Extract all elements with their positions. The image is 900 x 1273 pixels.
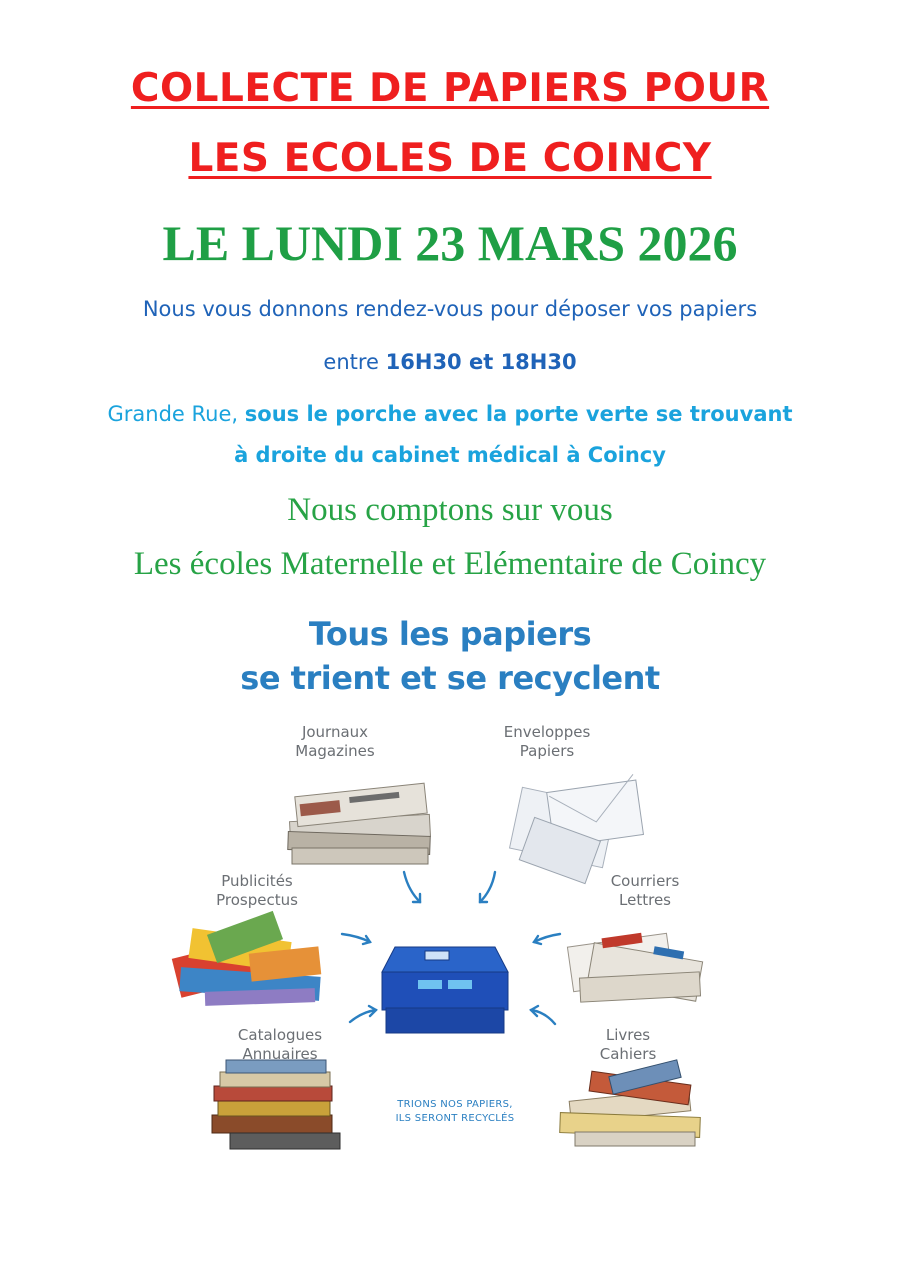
recycling-illustration	[150, 600, 750, 1178]
flyers-pile-image	[172, 911, 321, 1006]
rendezvous-text: Nous vous donnons rendez-vous pour déposer vos papiers	[142, 297, 758, 321]
arrow-up-right-icon	[350, 1010, 376, 1022]
illustration-title-line-1: Tous les papiers	[308, 615, 592, 653]
title-line-1: COLLECTE DE PAPIERS POUR	[130, 66, 770, 111]
letters-pile-image	[567, 933, 702, 1002]
label-livres-line2: Cahiers	[599, 1045, 657, 1063]
signature-text: Les écoles Maternelle et Elémentaire de Coincy	[133, 546, 767, 582]
label-journaux-line1: Journaux	[301, 723, 369, 741]
recycling-slogan	[375, 1098, 535, 1126]
place-prefix: Grande Rue,	[107, 402, 245, 426]
recycling-slogan-line1: TRIONS NOS PAPIERS,	[397, 1099, 513, 1110]
label-courriers-line1: Courriers	[610, 872, 680, 890]
label-enveloppes-line1: Enveloppes	[503, 723, 591, 741]
catalogues-pile-image	[212, 1060, 340, 1149]
books-pile-image	[560, 1060, 701, 1146]
label-enveloppes-line2: Papiers	[519, 742, 575, 760]
hours-text	[0, 350, 900, 374]
label-publicites	[187, 872, 327, 910]
label-journaux-line2: Magazines	[295, 742, 375, 760]
label-livres	[558, 1026, 698, 1064]
label-enveloppes	[477, 723, 617, 761]
label-catalogues	[210, 1026, 350, 1064]
recycling-bin-image	[382, 947, 508, 1033]
label-courriers-line2: Lettres	[619, 891, 671, 909]
closing-text: Nous comptons sur vous	[287, 492, 613, 528]
label-livres-line1: Livres	[605, 1026, 651, 1044]
label-publicites-line2: Prospectus	[216, 891, 298, 909]
place-text-line-2: à droite du cabinet médical à Coincy	[234, 443, 666, 467]
label-journaux	[265, 723, 405, 761]
label-courriers	[575, 872, 715, 910]
label-publicites-line1: Publicités	[221, 872, 293, 890]
newspapers-pile-image	[288, 783, 431, 864]
hours-prefix: entre	[323, 350, 386, 374]
hours-value: 16H30 et 18H30	[385, 350, 577, 374]
envelopes-pile-image	[510, 774, 644, 883]
recycling-slogan-line2: ILS SERONT RECYCLÉS	[395, 1113, 515, 1124]
title-line-2: LES ECOLES DE COINCY	[188, 136, 712, 181]
place-text-line-1	[0, 402, 900, 426]
event-date: LE LUNDI 23 MARS 2026	[162, 215, 738, 271]
label-catalogues-line1: Catalogues	[237, 1026, 323, 1044]
place-bold: sous le porche avec la porte verte se trouvant	[244, 402, 793, 426]
illustration-title-line-2: se trient et se recyclent	[240, 659, 660, 697]
label-catalogues-line2: Annuaires	[242, 1045, 318, 1063]
arrow-down-left-icon	[480, 872, 495, 902]
arrow-down-right-icon	[404, 872, 420, 902]
